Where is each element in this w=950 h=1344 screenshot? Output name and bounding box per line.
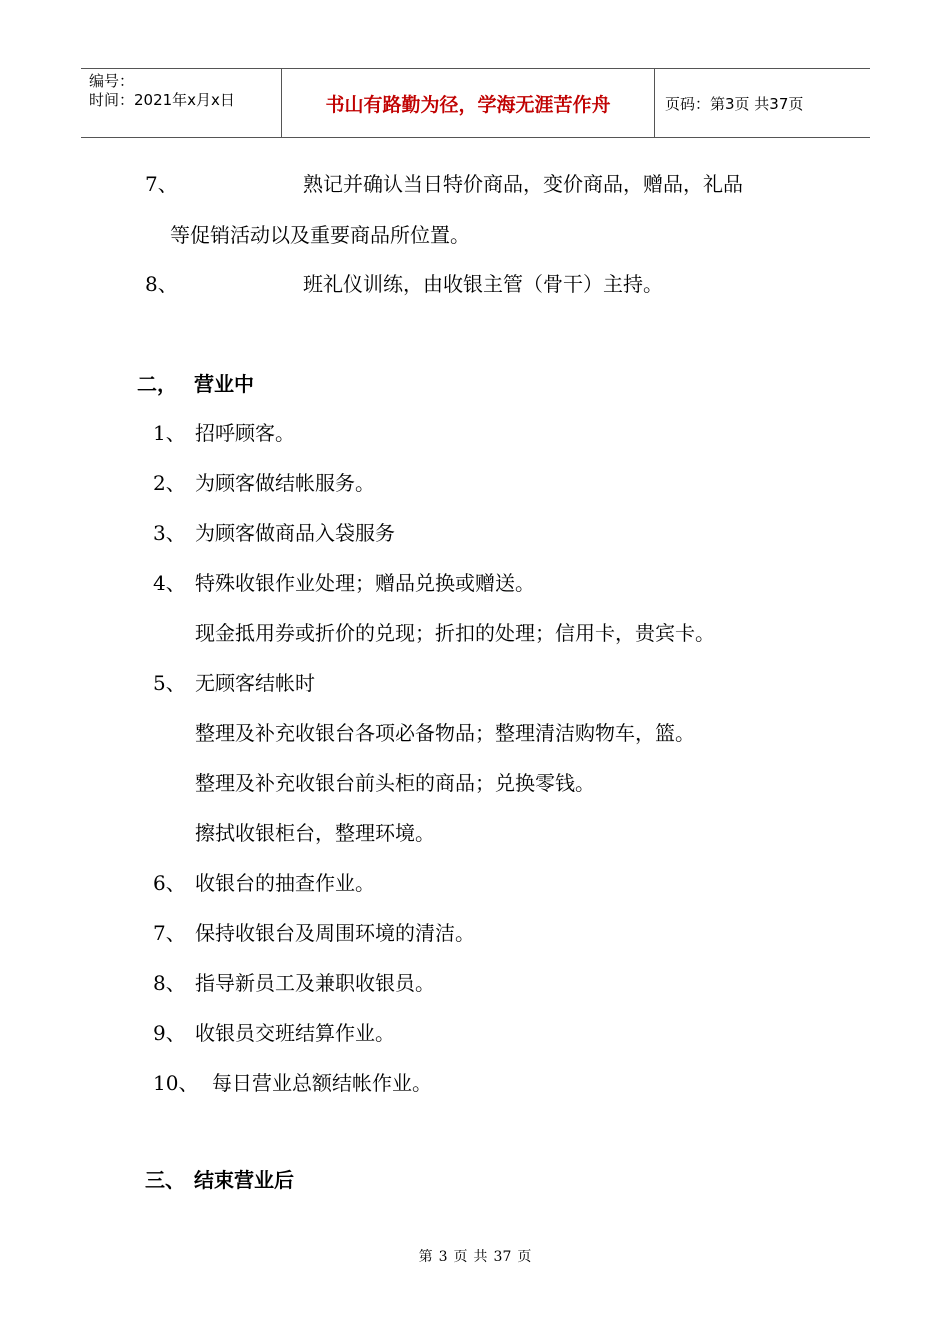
item-text: 整理及补充收银台前头柜的商品；兑换零钱。 [195,771,595,795]
item-text: 为顾客做结帐服务。 [195,471,375,495]
item-text: 现金抵用券或折价的兑现；折扣的处理；信用卡，贵宾卡。 [195,621,715,645]
item-number: 2、 [153,471,186,495]
item-text: 擦拭收银柜台，整理环境。 [195,821,435,845]
number-label: 编号： [89,72,135,90]
item-text: 每日营业总额结帐作业。 [212,1071,432,1095]
header-meta [81,69,282,137]
item-number: 9、 [153,1021,186,1045]
item-number: 7、 [153,921,186,945]
list-item [145,172,743,196]
list-item [153,671,315,695]
list-item [153,1021,395,1045]
list-item [153,571,535,595]
item-text: 熟记并确认当日特价商品，变价商品，赠品，礼品 [303,172,743,196]
header-motto: 书山有路勤为径，学海无涯苦作舟 [282,69,655,137]
list-item [153,421,295,445]
page-header [81,68,870,138]
section-number: 二， [137,372,177,396]
footer-text: 页 [453,1249,468,1265]
item-text: 班礼仪训练，由收银主管（骨干）主持。 [303,272,663,296]
item-continuation: 等促销活动以及重要商品所位置。 [170,223,470,247]
item-text: 为顾客做商品入袋服务 [195,521,395,545]
page-footer [0,1246,950,1266]
date-label: 时间：2021年x月x日 [89,91,235,109]
item-text: 指导新员工及兼职收银员。 [195,971,435,995]
item-text: 特殊收银作业处理；赠品兑换或赠送。 [195,571,535,595]
item-text: 招呼顾客。 [195,421,295,445]
header-page-info: 页码：第3页 共37页 [665,94,804,113]
list-item [153,971,435,995]
item-number: 8、 [153,971,186,995]
list-item [153,521,395,545]
item-text: 收银员交班结算作业。 [195,1021,395,1045]
item-number: 6、 [153,871,186,895]
item-text: 无顾客结帐时 [195,671,315,695]
list-item [145,272,663,296]
list-item [153,1071,432,1095]
item-number: 8、 [145,272,178,296]
footer-text: 页 [517,1249,532,1265]
item-number: 3、 [153,521,186,545]
footer-text: 共 [473,1249,488,1265]
item-text: 整理及补充收银台各项必备物品；整理清洁购物车，篮。 [195,721,695,745]
section-title: 结束营业后 [194,1168,294,1192]
item-number: 5、 [153,671,186,695]
footer-text: 第 [418,1249,433,1265]
list-item [153,471,375,495]
section-heading [145,1168,294,1192]
list-item [153,921,475,945]
section-heading [137,372,254,396]
item-number: 10、 [153,1071,199,1095]
footer-page-number: 3 [438,1249,448,1265]
item-number: 4、 [153,571,186,595]
footer-total-pages: 37 [493,1249,512,1265]
item-number: 1、 [153,421,186,445]
item-number: 7、 [145,172,178,196]
item-text: 保持收银台及周围环境的清洁。 [195,921,475,945]
section-number: 三、 [145,1168,185,1192]
item-text: 收银台的抽查作业。 [195,871,375,895]
list-item [153,871,375,895]
section-title: 营业中 [194,372,254,396]
